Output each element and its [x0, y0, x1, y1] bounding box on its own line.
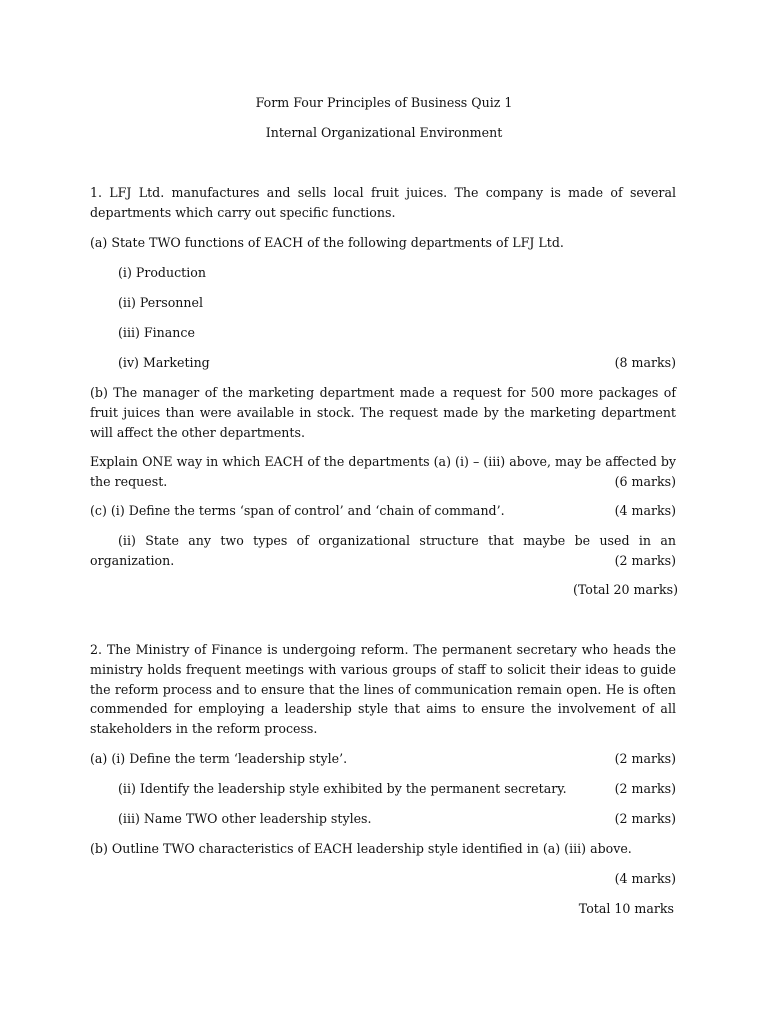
q2-part-a-iii: (iii) Name TWO other leadership styles. [118, 811, 372, 826]
q1-part-b-explain-line-1: Explain ONE way in which EACH of the departments (a) (i) – (iii) above, may be affected by [90, 454, 676, 469]
q1-part-b-line-2: fruit juices than were available in stock. The request made by the marketing department [90, 405, 676, 420]
q1-stem-line-1: 1. LFJ Ltd. manufactures and sells local fruit juices. The company is made of several [90, 185, 676, 200]
q1-part-a-i: (i) Production [118, 265, 206, 280]
quiz-subtitle: Internal Organizational Environment [265, 125, 503, 140]
q1-part-c-i: (c) (i) Define the terms ‘span of control’ and ‘chain of command’. [90, 503, 505, 518]
q1-part-c-ii-line-1: (ii) State any two types of organizational structure that maybe be used in an [118, 533, 676, 548]
q2-part-a-ii: (ii) Identify the leadership style exhibited by the permanent secretary. [118, 781, 567, 796]
q1-part-a-iii: (iii) Finance [118, 325, 195, 340]
q2-stem-line-3: the reform process and to ensure that the lines of communication remain open. He is often [90, 682, 676, 697]
q1-part-c-ii-marks: (2 marks) [614, 553, 676, 568]
q1-part-a: (a) State TWO functions of EACH of the following departments of LFJ Ltd. [90, 235, 564, 250]
q2-part-b-marks: (4 marks) [614, 871, 676, 886]
q1-part-a-marks: (8 marks) [614, 355, 676, 370]
q1-part-a-ii: (ii) Personnel [118, 295, 204, 310]
q2-part-a-ii-marks: (2 marks) [614, 781, 676, 796]
q1-stem-line-2: departments which carry out specific functions. [90, 205, 396, 220]
q2-stem-line-1: 2. The Ministry of Finance is undergoing reform. The permanent secretary who heads the [90, 642, 676, 657]
q2-part-a-i-marks: (2 marks) [614, 751, 676, 766]
q1-part-b-line-1: (b) The manager of the marketing department made a request for 500 more packages of [90, 385, 676, 400]
q2-part-a-i: (a) (i) Define the term ‘leadership style’. [90, 751, 348, 766]
q2-stem-line-4: commended for employing a leadership style that aims to ensure the involvement of all [90, 701, 676, 716]
q2-part-b: (b) Outline TWO characteristics of EACH leadership style identified in (a) (iii) above. [90, 841, 632, 856]
q2-stem-line-2: ministry holds frequent meetings with various groups of staff to solicit their ideas to guide [90, 662, 676, 677]
q1-part-b-explain-line-2: the request. [90, 474, 168, 489]
q1-part-c-i-marks: (4 marks) [614, 503, 676, 518]
q1-part-b-marks: (6 marks) [614, 474, 676, 489]
q1-total-marks: (Total 20 marks) [572, 582, 678, 597]
quiz-title: Form Four Principles of Business Quiz 1 [255, 95, 513, 110]
q1-part-a-iv: (iv) Marketing [118, 355, 210, 370]
q1-part-b-line-3: will affect the other departments. [90, 425, 305, 440]
q2-part-a-iii-marks: (2 marks) [614, 811, 676, 826]
q1-part-c-ii-line-2: organization. [90, 553, 175, 568]
q2-stem-line-5: stakeholders in the reform process. [90, 721, 318, 736]
q2-total-marks: Total 10 marks [578, 901, 674, 916]
